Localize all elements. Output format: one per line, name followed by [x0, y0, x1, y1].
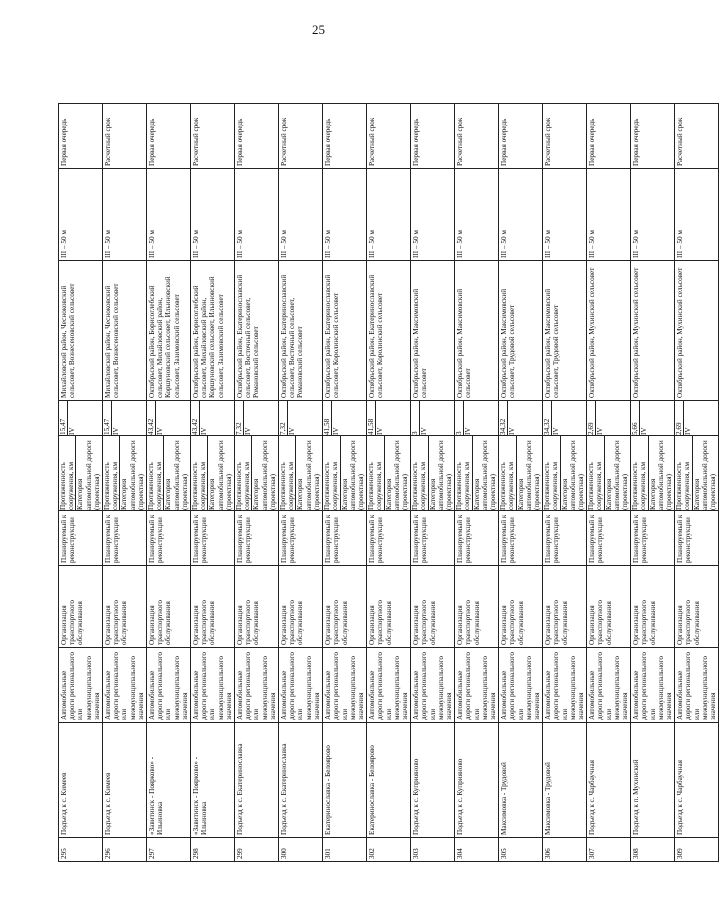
object-name: Подъезд к с. Кимеев: [103, 723, 147, 838]
implementation-term: Расчетный срок: [191, 104, 235, 169]
implementation-term: Расчетный срок: [455, 104, 499, 169]
object-location: Михайловский район, Чесноковский сельсовет, Вознесеновский сельсовет: [103, 261, 147, 401]
parameter-category-value: IV: [684, 401, 693, 435]
parameter-category-label: Категория автомобильной дороги (проектная): [164, 436, 189, 510]
parameter-length-label: Протяженность сооружения, км: [455, 461, 472, 510]
object-location: Октябрьский район, Максимовский сельсовет, Трудовой сельсовет: [499, 261, 543, 401]
object-name: Екатеринославка - Белоярово: [323, 723, 367, 838]
object-category: Автомобильные дороги регионального или межмуниципального значения: [587, 648, 631, 723]
object-location: Октябрьский район, Максимовский сельсовет, Трудовой сельсовет: [543, 261, 587, 401]
implementation-term: Первая очередь: [235, 104, 279, 169]
parameters-cell: [147, 436, 191, 511]
parameters-cell: [455, 436, 499, 511]
object-location: Октябрьский район, Борисоглебский сельсовет, Михайловский район, Коршуновский сельсовет, Ильиновский сельсовет, Зазимовский сельсовет: [191, 261, 235, 401]
object-category: Автомобильные дороги регионального или межмуниципального значения: [147, 648, 191, 723]
object-purpose: Организация транспортного обслуживания: [147, 566, 191, 648]
parameter-category-label: Категория автомобильной дороги (проектная): [384, 436, 409, 510]
parameters-cell: [631, 436, 675, 511]
parameters-cell: [499, 436, 543, 511]
parameter-category-value: IV: [288, 401, 297, 435]
object-purpose: Организация транспортного обслуживания: [59, 566, 103, 648]
values-cell: [543, 401, 587, 436]
implementation-term: Первая очередь: [587, 104, 631, 169]
values-cell: [499, 401, 543, 436]
parameter-length-value: 7,32: [279, 422, 288, 435]
object-location: Октябрьский район, Максимовский сельсовет: [455, 261, 499, 401]
implementation-term: Расчетный срок: [543, 104, 587, 169]
implementation-term: Расчетный срок: [103, 104, 147, 169]
parameter-length-label: Протяженность сооружения, км: [147, 461, 164, 510]
object-location: Октябрьский район, Мухинский сельсовет: [675, 261, 719, 401]
object-location: Октябрьский район, Максимовский сельсовет: [411, 261, 455, 401]
table-row: [279, 32, 323, 862]
parameter-length-value: 15,47: [103, 418, 112, 435]
object-category: Автомобильные дороги регионального или межмуниципального значения: [499, 648, 543, 723]
object-name: Подъезд к с. Чарбаучная: [587, 723, 631, 838]
object-location: Октябрьский район, Екатеринославский сельсовет, Королинский сельсовет: [367, 261, 411, 401]
parameter-length-value: 15,47: [59, 418, 67, 435]
parameter-length-label: Протяженность сооружения, км: [235, 461, 252, 510]
table-row: [455, 32, 499, 862]
parameters-cell: [59, 436, 103, 511]
object-category: Автомобильные дороги регионального или межмуниципального значения: [411, 648, 455, 723]
parameter-length-value: 41,58: [323, 418, 332, 435]
parameter-category-label: Категория автомобильной дороги (проектная): [692, 436, 717, 510]
object-name: Максимовка - Трудовой: [543, 723, 587, 838]
parameter-length-label: Протяженность сооружения, км: [323, 461, 340, 510]
object-action: Планируемый к реконструкции: [235, 511, 279, 566]
row-number: 309: [675, 838, 719, 862]
implementation-term: Расчетный срок: [675, 104, 719, 169]
row-number: 301: [323, 838, 367, 862]
parameters-cell: [675, 436, 719, 511]
object-category: Автомобильные дороги регионального или межмуниципального значения: [543, 648, 587, 723]
object-category: Автомобильные дороги регионального или межмуниципального значения: [367, 648, 411, 723]
values-cell: [147, 401, 191, 436]
protection-zone: III – 50 м: [323, 169, 367, 261]
object-purpose: Организация транспортного обслуживания: [191, 566, 235, 648]
object-location: Октябрьский район, Мухинский сельсовет: [587, 261, 631, 401]
implementation-term: Первая очередь: [147, 104, 191, 169]
protection-zone: III – 50 м: [147, 169, 191, 261]
parameter-category-label: Категория автомобильной дороги (проектная): [516, 436, 541, 510]
values-cell: [587, 401, 631, 436]
parameter-category-label: Категория автомобильной дороги (проектная): [560, 436, 585, 510]
object-purpose: Организация транспортного обслуживания: [103, 566, 147, 648]
row-number: 304: [455, 838, 499, 862]
parameter-category-value: IV: [640, 401, 649, 435]
protection-zone: III – 50 м: [235, 169, 279, 261]
object-purpose: Организация транспортного обслуживания: [367, 566, 411, 648]
object-action: Планируемый к реконструкции: [279, 511, 323, 566]
parameter-category-label: Категория автомобильной дороги (проектная): [296, 436, 321, 510]
row-number: 298: [191, 838, 235, 862]
object-purpose: Организация транспортного обслуживания: [631, 566, 675, 648]
parameter-length-value: 5,66: [631, 422, 640, 435]
parameter-category-value: IV: [156, 401, 165, 435]
parameter-category-label: Категория автомобильной дороги (проектная): [76, 436, 101, 510]
parameter-category-label: Категория автомобильной дороги (проектная): [472, 436, 497, 510]
protection-zone: III – 50 м: [59, 169, 103, 261]
parameter-length-label: Протяженность сооружения, км: [543, 461, 560, 510]
object-purpose: Организация транспортного обслуживания: [499, 566, 543, 648]
parameter-category-label: Категория автомобильной дороги (проектная): [120, 436, 145, 510]
protection-zone: III – 50 м: [631, 169, 675, 261]
protection-zone: III – 50 м: [279, 169, 323, 261]
values-cell: [455, 401, 499, 436]
table-row: [367, 32, 411, 862]
protection-zone: III – 50 м: [191, 169, 235, 261]
object-action: Планируемый к реконструкции: [103, 511, 147, 566]
table-row: [191, 32, 235, 862]
object-action: Планируемый к реконструкции: [191, 511, 235, 566]
object-purpose: Организация транспортного обслуживания: [411, 566, 455, 648]
object-name: «Завитинск - Поярково» - Ильиновка: [191, 723, 235, 838]
values-cell: [323, 401, 367, 436]
object-name: Екатеринославка - Белоярово: [367, 723, 411, 838]
object-location: Октябрьский район, Екатеринославский сельсовет, Королинский сельсовет: [323, 261, 367, 401]
object-name: Подъезд к п. Мухинский: [631, 723, 675, 838]
implementation-term: Расчетный срок: [279, 104, 323, 169]
implementation-term: Первая очередь: [411, 104, 455, 169]
parameter-length-value: 34,32: [499, 418, 508, 435]
row-number: 299: [235, 838, 279, 862]
values-cell: [59, 401, 103, 436]
parameter-length-label: Протяженность сооружения, км: [631, 461, 648, 510]
object-purpose: Организация транспортного обслуживания: [323, 566, 367, 648]
protection-zone: III – 50 м: [455, 169, 499, 261]
values-cell: [675, 401, 719, 436]
object-category: Автомобильные дороги регионального или межмуниципального значения: [631, 648, 675, 723]
object-action: Планируемый к реконструкции: [367, 511, 411, 566]
protection-zone: III – 50 м: [499, 169, 543, 261]
parameter-category-value: IV: [596, 401, 605, 435]
values-cell: [191, 401, 235, 436]
parameter-length-label: Протяженность сооружения, км: [411, 461, 428, 510]
parameter-length-label: Протяженность сооружения, км: [59, 461, 76, 510]
parameters-cell: [235, 436, 279, 511]
parameter-length-label: Протяженность сооружения, км: [191, 461, 208, 510]
table-row: [235, 32, 279, 862]
object-category: Автомобильные дороги регионального или межмуниципального значения: [279, 648, 323, 723]
table-row: [59, 32, 103, 862]
table-row: [499, 32, 543, 862]
implementation-term: Первая очередь: [323, 104, 367, 169]
parameter-category-value: IV: [420, 401, 429, 435]
table-row: [103, 32, 147, 862]
protection-zone: III – 50 м: [675, 169, 719, 261]
parameter-category-value: IV: [200, 401, 209, 435]
object-category: Автомобильные дороги регионального или межмуниципального значения: [675, 648, 719, 723]
table-row: [587, 32, 631, 862]
implementation-term: Первая очередь: [631, 104, 675, 169]
object-purpose: Организация транспортного обслуживания: [543, 566, 587, 648]
parameter-length-label: Протяженность сооружения, км: [279, 461, 296, 510]
row-number: 300: [279, 838, 323, 862]
parameters-cell: [543, 436, 587, 511]
values-cell: [279, 401, 323, 436]
table-body: [59, 32, 719, 862]
object-action: Планируемый к реконструкции: [147, 511, 191, 566]
row-number: 296: [103, 838, 147, 862]
values-cell: [631, 401, 675, 436]
row-number: 306: [543, 838, 587, 862]
parameter-length-value: 41,58: [367, 418, 376, 435]
object-category: Автомобильные дороги регионального или межмуниципального значения: [323, 648, 367, 723]
parameter-length-label: Протяженность сооружения, км: [367, 461, 384, 510]
object-name: Подъезд к с. Чарбаучная: [675, 723, 719, 838]
row-number: 307: [587, 838, 631, 862]
object-name: Максимовка - Трудовой: [499, 723, 543, 838]
parameter-category-value: IV: [508, 401, 517, 435]
object-action: Планируемый к реконструкции: [411, 511, 455, 566]
object-action: Планируемый к реконструкции: [59, 511, 103, 566]
object-category: Автомобильные дороги регионального или межмуниципального значения: [59, 648, 103, 723]
parameter-length-value: 43,42: [147, 418, 156, 435]
object-category: Автомобильные дороги регионального или межмуниципального значения: [455, 648, 499, 723]
object-action: Планируемый к реконструкции: [499, 511, 543, 566]
object-location: Михайловский район, Чесноковский сельсовет, Вознесеновский сельсовет: [59, 261, 103, 401]
object-location: Октябрьский район, Борисоглебский сельсовет, Михайловский район, Коршуновский сельсовет, Ильиновский сельсовет, Зазимовский сельсовет: [147, 261, 191, 401]
object-action: Планируемый к реконструкции: [323, 511, 367, 566]
parameter-category-value: IV: [332, 401, 341, 435]
protection-zone: III – 50 м: [587, 169, 631, 261]
row-number: 302: [367, 838, 411, 862]
parameters-cell: [323, 436, 367, 511]
parameter-length-label: Протяженность сооружения, км: [103, 461, 120, 510]
values-cell: [103, 401, 147, 436]
parameter-category-label: Категория автомобильной дороги (проектная): [648, 436, 673, 510]
parameter-length-value: 7,32: [235, 422, 244, 435]
object-category: Автомобильные дороги регионального или межмуниципального значения: [191, 648, 235, 723]
table-row: [147, 32, 191, 862]
object-action: Планируемый к реконструкции: [455, 511, 499, 566]
parameter-length-value: 3: [411, 431, 420, 435]
implementation-term: Первая очередь: [499, 104, 543, 169]
parameters-cell: [411, 436, 455, 511]
parameter-category-label: Категория автомобильной дороги (проектная): [604, 436, 629, 510]
parameters-cell: [367, 436, 411, 511]
object-location: Октябрьский район, Екатеринославский сельсовет, Восточный сельсовет, Романовский сельсовет: [279, 261, 323, 401]
object-name: Подъезд к с. Екатеринославка: [279, 723, 323, 838]
row-number: 295: [59, 838, 103, 862]
parameters-cell: [279, 436, 323, 511]
parameter-category-value: IV: [112, 401, 121, 435]
parameter-length-value: 43,42: [191, 418, 200, 435]
object-name: Подъезд к с. Куприяново: [411, 723, 455, 838]
parameter-length-value: 2,69: [587, 422, 596, 435]
object-purpose: Организация транспортного обслуживания: [675, 566, 719, 648]
protection-zone: III – 50 м: [103, 169, 147, 261]
object-location: Октябрьский район, Мухинский сельсовет: [631, 261, 675, 401]
parameter-category-value: IV: [244, 401, 253, 435]
object-name: Подъезд к с. Кимеев: [59, 723, 103, 838]
object-action: Планируемый к реконструкции: [587, 511, 631, 566]
implementation-term: Первая очередь: [59, 104, 103, 169]
parameter-length-label: Протяженность сооружения, км: [587, 461, 604, 510]
parameter-length-value: 34,32: [543, 418, 552, 435]
object-action: Планируемый к реконструкции: [543, 511, 587, 566]
parameter-category-value: IV: [68, 401, 77, 435]
protection-zone: III – 50 м: [411, 169, 455, 261]
parameter-length-label: Протяженность сооружения, км: [499, 461, 516, 510]
object-purpose: Организация транспортного обслуживания: [587, 566, 631, 648]
object-name: Подъезд к с. Екатеринославка: [235, 723, 279, 838]
object-purpose: Организация транспортного обслуживания: [279, 566, 323, 648]
table-row: [631, 32, 675, 862]
object-location: Октябрьский район, Екатеринославский сельсовет, Восточный сельсовет, Романовский сельсовет: [235, 261, 279, 401]
object-purpose: Организация транспортного обслуживания: [455, 566, 499, 648]
protection-zone: III – 50 м: [543, 169, 587, 261]
object-action: Планируемый к реконструкции: [631, 511, 675, 566]
parameter-category-value: IV: [552, 401, 561, 435]
values-cell: [235, 401, 279, 436]
parameter-category-label: Категория автомобильной дороги (проектная): [208, 436, 233, 510]
object-purpose: Организация транспортного обслуживания: [235, 566, 279, 648]
values-cell: [367, 401, 411, 436]
objects-table: [58, 31, 719, 862]
values-cell: [411, 401, 455, 436]
parameter-length-value: 3: [455, 431, 464, 435]
row-number: 303: [411, 838, 455, 862]
object-name: Подъезд к с. Куприяново: [455, 723, 499, 838]
object-category: Автомобильные дороги регионального или межмуниципального значения: [103, 648, 147, 723]
parameter-category-value: IV: [464, 401, 473, 435]
parameters-cell: [191, 436, 235, 511]
page-number: 25: [312, 22, 325, 37]
table-wrapper: [58, 32, 718, 862]
protection-zone: III – 50 м: [367, 169, 411, 261]
row-number: 297: [147, 838, 191, 862]
object-name: «Завитинск - Поярково» - Ильиновка: [147, 723, 191, 838]
table-row: [411, 32, 455, 862]
parameter-category-value: IV: [376, 401, 385, 435]
parameters-cell: [103, 436, 147, 511]
parameter-length-label: Протяженность сооружения, км: [675, 461, 692, 510]
table-row: [543, 32, 587, 862]
object-action: Планируемый к реконструкции: [675, 511, 719, 566]
implementation-term: Расчетный срок: [367, 104, 411, 169]
row-number: 305: [499, 838, 543, 862]
table-row: [323, 32, 367, 862]
parameter-category-label: Категория автомобильной дороги (проектная): [252, 436, 277, 510]
row-number: 308: [631, 838, 675, 862]
table-row: [675, 32, 719, 862]
parameters-cell: [587, 436, 631, 511]
parameter-category-label: Категория автомобильной дороги (проектная): [340, 436, 365, 510]
object-category: Автомобильные дороги регионального или межмуниципального значения: [235, 648, 279, 723]
parameter-length-value: 2,69: [675, 422, 684, 435]
parameter-category-label: Категория автомобильной дороги (проектная): [428, 436, 453, 510]
